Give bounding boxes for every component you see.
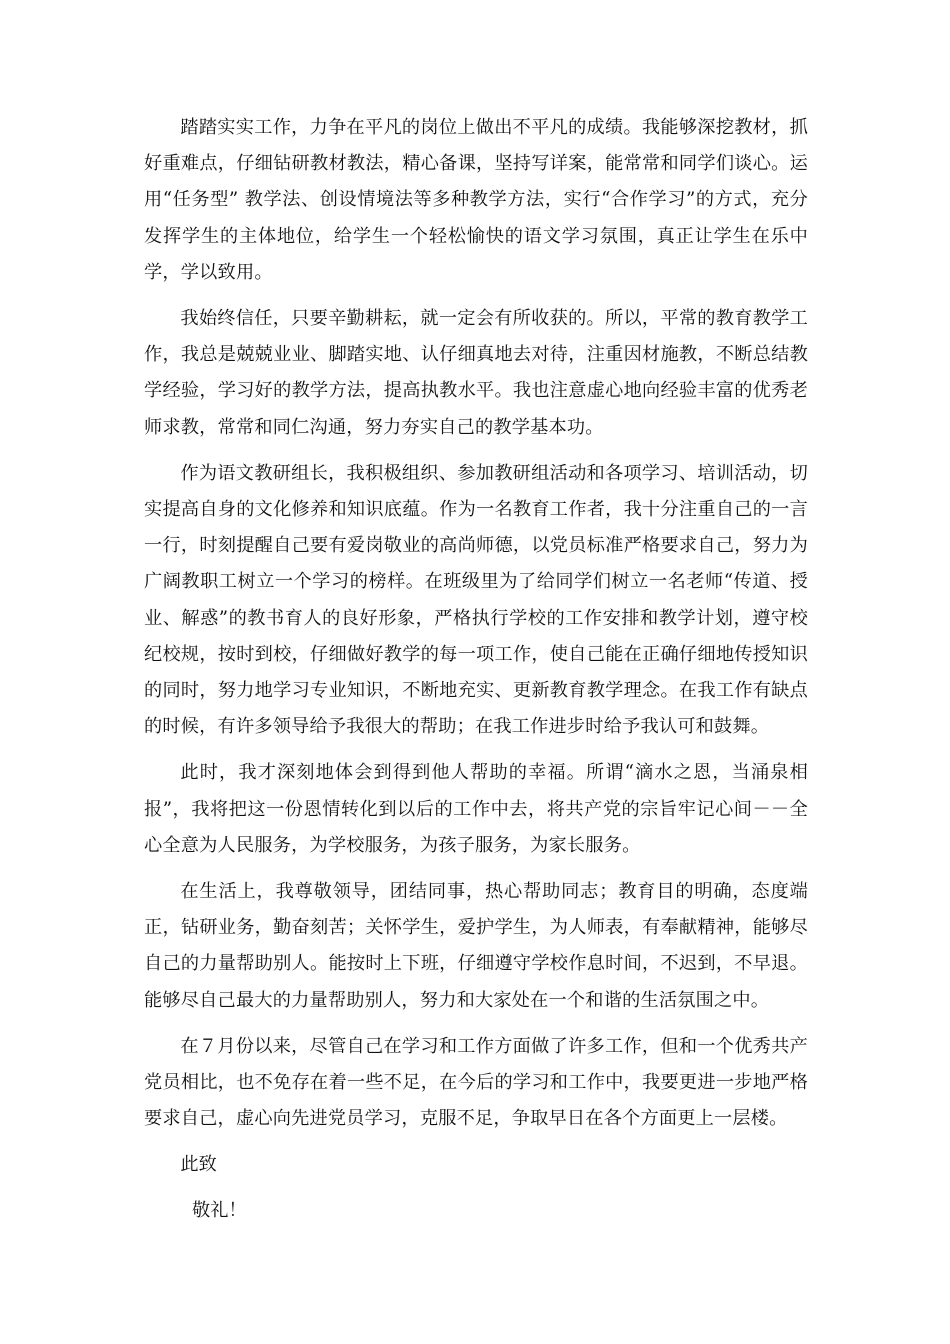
paragraph-5: 在生活上，我尊敬领导，团结同事，热心帮助同志；教育目的明确，态度端正，钻研业务，勤奋刻苦；关怀学生，爱护学生，为人师表，有奉献精神，能够尽自己的力量帮助别人。能按时上下班，仔细遵守学校作息时间，不迟到，不早退。能够尽自己最大的力量帮助别人，努力和大家处在一个和谐的生活氛围之中。	[144, 881, 808, 1011]
paragraph-6: 在７月份以来，尽管自己在学习和工作方面做了许多工作，但和一个优秀共产党员相比，也不免存在着一些不足，在今后的学习和工作中，我要更进一步地严格要求自己，虚心向先进党员学习，克服不足，争取早日在各个方面更上一层楼。	[144, 1035, 808, 1130]
paragraph-1: 踏踏实实工作，力争在平凡的岗位上做出不平凡的成绩。我能够深挖教材，抓好重难点，仔细钻研教材教法，精心备课，坚持写详案，能常常和同学们谈心。运用“任务型” 教学法、创设情境法等多种教学方法，实行“合作学习”的方式，充分发挥学生的主体地位，给学生一个轻松愉快的语文学习氛围，真正让学生在乐中学，学以致用。	[144, 117, 808, 283]
closing-line: 此致	[180, 1154, 217, 1176]
paragraph-4: 此时，我才深刻地体会到得到他人帮助的幸福。所谓“滴水之恩，当涌泉相报”，我将把这一份恩情转化到以后的工作中去，将共产党的宗旨牢记心间－－全心全意为人民服务，为学校服务，为孩子服务，为家长服务。	[144, 762, 808, 856]
paragraph-2: 我始终信任，只要辛勤耕耘，就一定会有所收获的。所以，平常的教育教学工作，我总是兢兢业业、脚踏实地、认仔细真地去对待，注重因材施教，不断总结教学经验，学习好的教学方法，提高执教水平。我也注意虚心地向经验丰富的优秀老师求教，常常和同仁沟通，努力夯实自己的教学基本功。	[144, 308, 808, 438]
paragraph-3: 作为语文教研组长，我积极组织、参加教研组活动和各项学习、培训活动，切实提高自身的文化修养和知识底蕴。作为一名教育工作者，我十分注重自己的一言一行，时刻提醒自己要有爱岗敬业的高尚师德，以党员标准严格要求自己，努力为广阔教职工树立一个学习的榜样。在班级里为了给同学们树立一名老师“传道、授业、解惑”的教书育人的良好形象，严格执行学校的工作安排和教学计划，遵守校纪校规，按时到校，仔细做好教学的每一项工作，使自己能在正确仔细地传授知识的同时，努力地学习专业知识，不断地充实、更新教育教学理念。在我工作有缺点的时候，有许多领导给予我很大的帮助；在我工作进步时给予我认可和鼓舞。	[144, 462, 808, 738]
salutation-line: 敬礼！	[192, 1200, 247, 1222]
letter-body	[144, 110, 808, 1230]
